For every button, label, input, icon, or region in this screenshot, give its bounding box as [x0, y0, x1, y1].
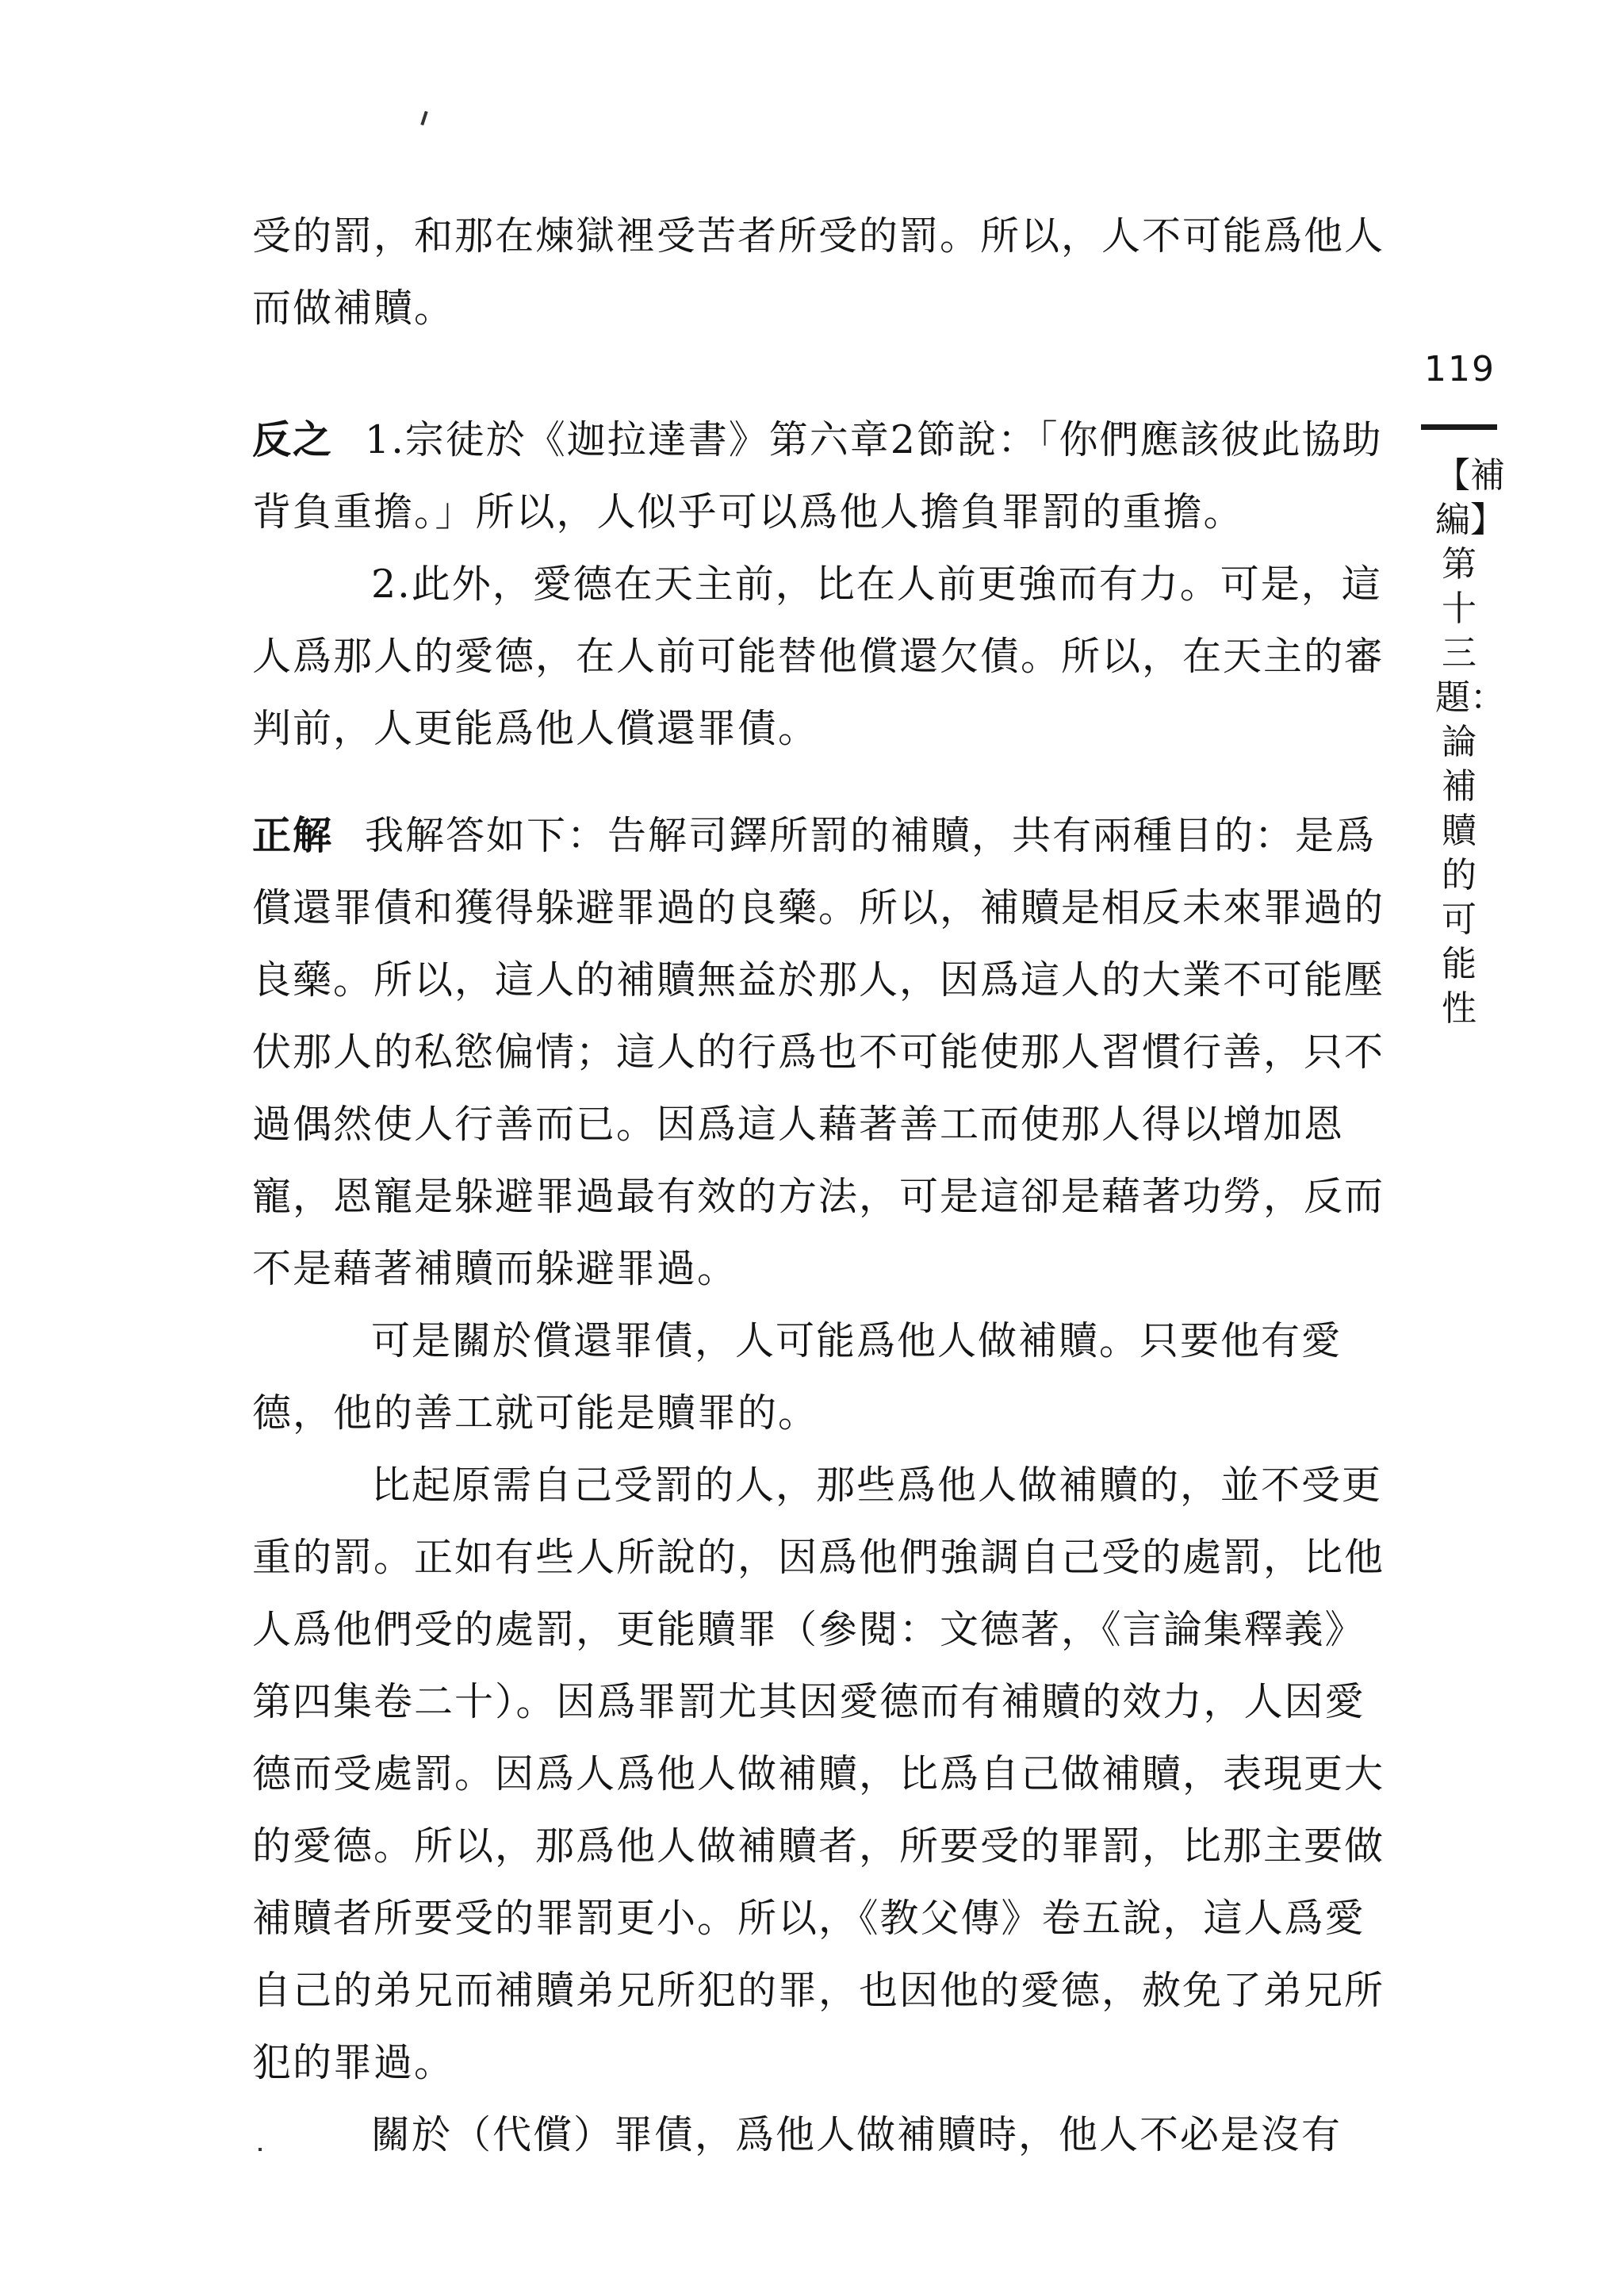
- answer-paragraph-3: 比起原需自己受罰的人，那些爲他人做補贖的，並不受更重的罰。正如有些人所說的，因爲他們強調自己受的處罰，比他人爲他們受的處罰，更能贖罪（參閱：文德著，《言論集釋義》第四集卷二十）。因爲罪罰尤其因愛德而有補贖的效力，人因愛德而受處罰。因爲人爲他人做補贖，比爲自己做補贖，表現更大的愛德。所以，那爲他人做補贖者，所要受的罪罰，比那主要做補贖者所要受的罪罰更小。所以，《教父傳》卷五說，這人爲愛自己的弟兄而補贖弟兄所犯的罪，也因他的愛德，赦免了弟兄所犯的罪過。: [252, 1463, 1385, 2085]
- header-rule: [1421, 424, 1497, 430]
- objection-label: 反之: [252, 417, 334, 462]
- answer-section: [252, 799, 1394, 2171]
- answer-text-1: 我解答如下：告解司鐸所罰的補贖，共有兩種目的：是爲償還罪債和獲得躲避罪過的良藥。所以，補贖是相反未來罪過的良藥。所以，這人的補贖無益於那人，因爲這人的大業不可能壓伏那人的私慾偏情；這人的行爲也不可能使那人習慣行善，只不過偶然使人行善而已。因爲這人藉著善工而使那人得以增加恩寵，恩寵是躲避罪過最有效的方法，可是這卻是藉著功勞，反而不是藉著補贖而躲避罪過。: [252, 813, 1385, 1291]
- answer-paragraph-4: 關於（代償）罪債，爲他人做補贖時，他人不必是沒有: [371, 2112, 1342, 2157]
- objection-paragraph-1: [252, 404, 1394, 548]
- answer-paragraph-2: 可是關於償還罪債，人可能爲他人做補贖。只要他有愛德，他的善工就可能是贖罪的。: [252, 1318, 1342, 1436]
- scan-speck: [420, 111, 427, 125]
- page-number: 119: [1424, 349, 1496, 389]
- answer-label: 正解: [252, 813, 334, 858]
- section-1: [252, 200, 1394, 344]
- objection-paragraph-2: 2.此外，愛德在天主前，比在人前更強而有力。可是，這人爲那人的愛德，在人前可能替他償還欠債。所以，在天主的審判前，人更能爲他人償還罪債。: [252, 562, 1385, 751]
- paragraph: 受的罰，和那在煉獄裡受苦者所受的罰。所以，人不可能爲他人而做補贖。: [252, 213, 1385, 331]
- answer-paragraph-1: [252, 799, 1394, 1305]
- objection-section: [252, 404, 1394, 765]
- running-head: 【補編】第十三題：論補贖的可能性: [1435, 455, 1505, 1029]
- objection-text-1: 1.宗徒於《迦拉達書》第六章2節說：「你們應該彼此協助背負重擔。」所以，人似乎可以爲他人擔負罪罰的重擔。: [252, 417, 1383, 535]
